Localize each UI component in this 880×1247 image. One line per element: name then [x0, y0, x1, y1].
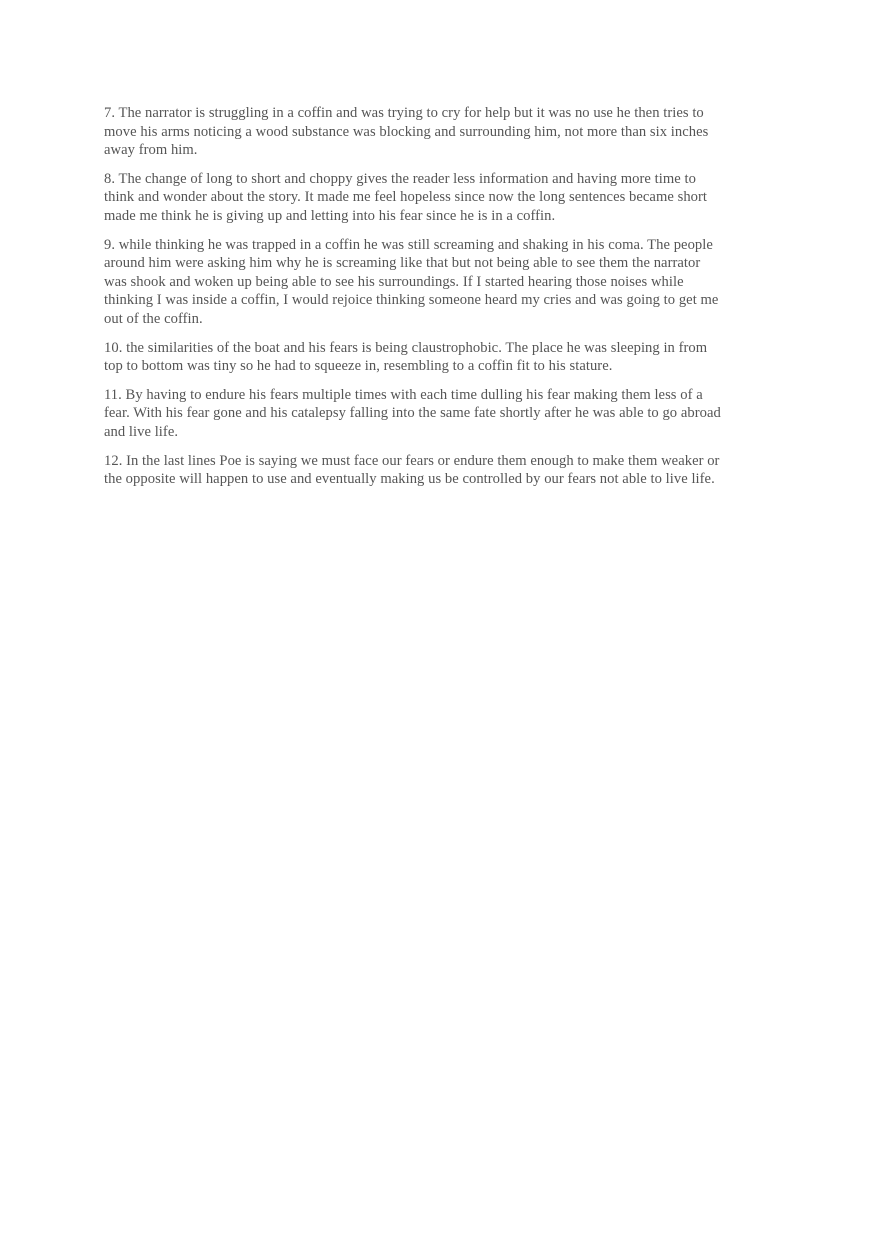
answer-10: 10. the similarities of the boat and his fears is being claustrophobic. The place he was sleeping in from top to bottom was tiny so he had to squeeze in, resembling to a coffin fit to his stature.	[104, 339, 708, 375]
answer-11: 11. By having to endure his fears multiple times with each time dulling his fear making them less of a fear. With his fear gone and his catalepsy falling into the same fate shortly after he was able to go abroad and live life.	[104, 386, 721, 440]
answer-7: 7. The narrator is struggling in a coffin and was trying to cry for help but it was no use he then tries to move his arms noticing a wood substance was blocking and surrounding him, not more than six inches away from him.	[104, 105, 709, 159]
answer-12: 12. In the last lines Poe is saying we must face our fears or endure them enough to make them weaker or the opposite will happen to use and eventually making us be controlled by our fears not able to live life.	[104, 452, 720, 488]
answer-8: 8. The change of long to short and choppy gives the reader less information and having more time to think and wonder about the story. It made me feel hopeless since now the long sentences became short made me think he is giving up and letting into his fear since he is in a coffin.	[104, 170, 708, 224]
answer-9: 9. while thinking he was trapped in a coffin he was still screaming and shaking in his coma. The people around him were asking him why he is screaming like that but not being able to see them the narrator was shook and woken up being able to see his surroundings. If I started hearing those noises while thinking I was inside a coffin, I would rejoice thinking someone heard my cries and was going to get me out of the coffin.	[104, 236, 719, 327]
answers-section	[104, 104, 724, 499]
